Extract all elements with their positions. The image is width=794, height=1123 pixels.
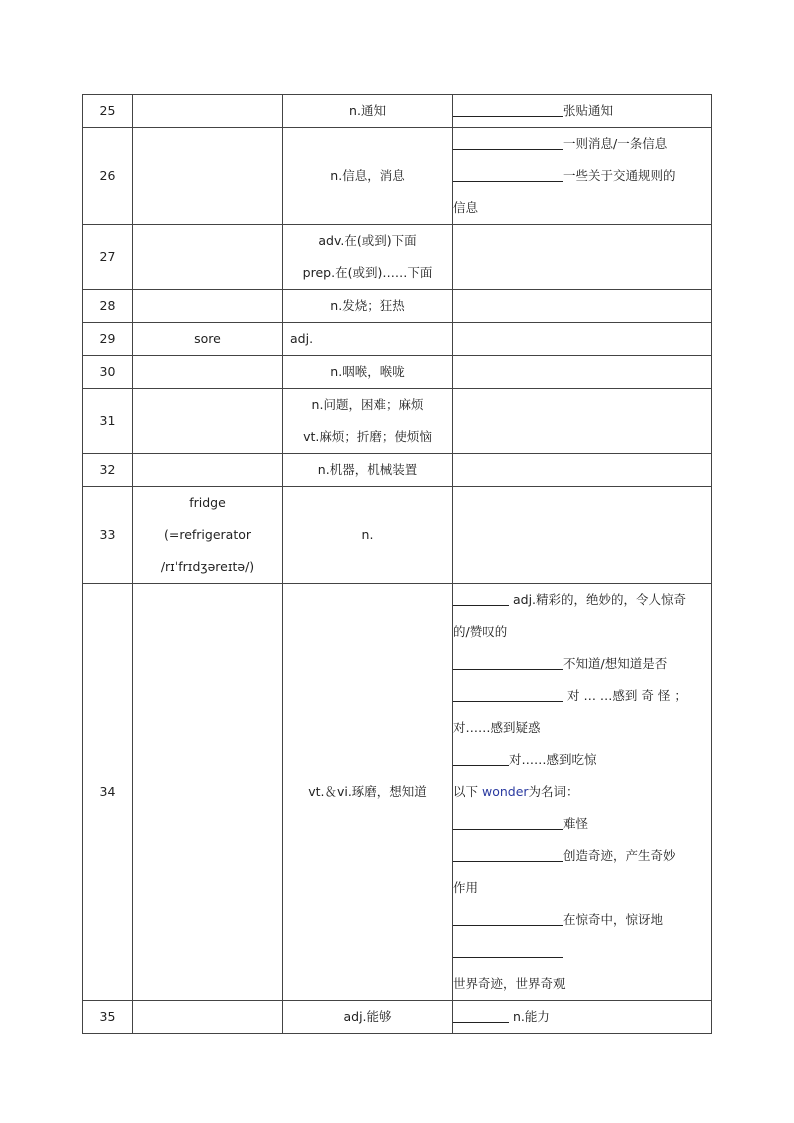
notes-cell [453, 584, 712, 1001]
word-cell[interactable] [133, 454, 283, 487]
word-cell[interactable] [133, 225, 283, 290]
note-line: 一则消息/一条信息 [453, 128, 711, 160]
fill-blank[interactable] [453, 846, 563, 862]
note-line: adj.精彩的，绝妙的，令人惊奇 [453, 584, 711, 616]
note-line: 难怪 [453, 808, 711, 840]
row-number: 26 [83, 128, 133, 225]
fill-blank[interactable] [453, 686, 563, 702]
keyword-wonder: wonder [481, 784, 529, 799]
note-line: 世界奇迹，世界奇观 [453, 976, 566, 991]
notes-cell [453, 128, 712, 225]
fill-blank[interactable] [453, 1007, 509, 1023]
meaning-cell: n.机器，机械装置 [283, 454, 453, 487]
table-row [83, 225, 712, 290]
note-line: 对……感到疑惑 [453, 720, 541, 735]
notes-cell[interactable] [453, 225, 712, 290]
note-line: 不知道/想知道是否 [453, 648, 711, 680]
fill-blank[interactable] [453, 101, 563, 117]
fill-blank[interactable] [453, 166, 563, 182]
fill-blank[interactable] [453, 654, 563, 670]
table-row [83, 1001, 712, 1034]
notes-cell[interactable] [453, 487, 712, 584]
notes-cell[interactable] [453, 323, 712, 356]
meaning-cell: n.咽喉，喉咙 [283, 356, 453, 389]
note-line: 信息 [453, 200, 479, 215]
word-cell[interactable] [133, 356, 283, 389]
vocabulary-sheet [82, 94, 711, 1034]
meaning-cell[interactable]: adj. [283, 323, 453, 356]
fill-blank[interactable] [453, 910, 563, 926]
fill-blank[interactable] [453, 814, 563, 830]
meaning-cell: n.问题，困难；麻烦 vt.麻烦；折磨；使烦恼 [283, 389, 453, 454]
fill-blank[interactable] [453, 590, 509, 606]
fill-blank[interactable] [453, 134, 563, 150]
notes-cell [453, 1001, 712, 1034]
meaning-cell: n.信息，消息 [283, 128, 453, 225]
word-cell[interactable] [133, 389, 283, 454]
row-number: 35 [83, 1001, 133, 1034]
meaning-cell[interactable]: n. [283, 487, 453, 584]
fill-blank[interactable] [453, 750, 509, 766]
table-row [83, 454, 712, 487]
row-number: 25 [83, 95, 133, 128]
word-cell[interactable] [133, 290, 283, 323]
note-line: 创造奇迹，产生奇妙 [453, 840, 711, 872]
table-row [83, 290, 712, 323]
word-cell[interactable] [133, 584, 283, 1001]
note-line: 的/赞叹的 [453, 624, 508, 639]
row-number: 32 [83, 454, 133, 487]
note-line [453, 936, 711, 968]
notes-cell[interactable] [453, 356, 712, 389]
note-line: 在惊奇中，惊讶地 [453, 904, 711, 936]
note-line: 对 … …感到 奇 怪 ； [453, 680, 711, 712]
table-row [83, 584, 712, 1001]
row-number: 30 [83, 356, 133, 389]
meaning-cell: n.发烧；狂热 [283, 290, 453, 323]
table-row [83, 356, 712, 389]
row-number: 31 [83, 389, 133, 454]
table-row [83, 95, 712, 128]
row-number: 34 [83, 584, 133, 1001]
row-number: 29 [83, 323, 133, 356]
note-line: 一些关于交通规则的 [453, 160, 711, 192]
notes-cell [453, 95, 712, 128]
word-cell[interactable] [133, 95, 283, 128]
table-row [83, 323, 712, 356]
word-cell[interactable] [133, 1001, 283, 1034]
row-number: 28 [83, 290, 133, 323]
meaning-cell: vt.＆vi.琢磨，想知道 [283, 584, 453, 1001]
note-line: 以下 wonder为名词： [453, 784, 579, 799]
fill-blank[interactable] [453, 942, 563, 958]
note-line: 对……感到吃惊 [453, 744, 711, 776]
table-row [83, 128, 712, 225]
notes-cell[interactable] [453, 389, 712, 454]
meaning-cell: adv.在(或到)下面 prep.在(或到)……下面 [283, 225, 453, 290]
meaning-cell: n.通知 [283, 95, 453, 128]
note-line: 作用 [453, 880, 479, 895]
table-row [83, 389, 712, 454]
table-row [83, 487, 712, 584]
meaning-cell: adj.能够 [283, 1001, 453, 1034]
vocabulary-table [82, 94, 712, 1034]
notes-cell[interactable] [453, 454, 712, 487]
row-number: 33 [83, 487, 133, 584]
word-cell: fridge (=refrigerator /rɪˈfrɪdʒəreɪtə/) [133, 487, 283, 584]
note-line: n.能力 [453, 1001, 711, 1033]
note-line: 张贴通知 [453, 95, 711, 127]
row-number: 27 [83, 225, 133, 290]
notes-cell[interactable] [453, 290, 712, 323]
word-cell: sore [133, 323, 283, 356]
word-cell[interactable] [133, 128, 283, 225]
